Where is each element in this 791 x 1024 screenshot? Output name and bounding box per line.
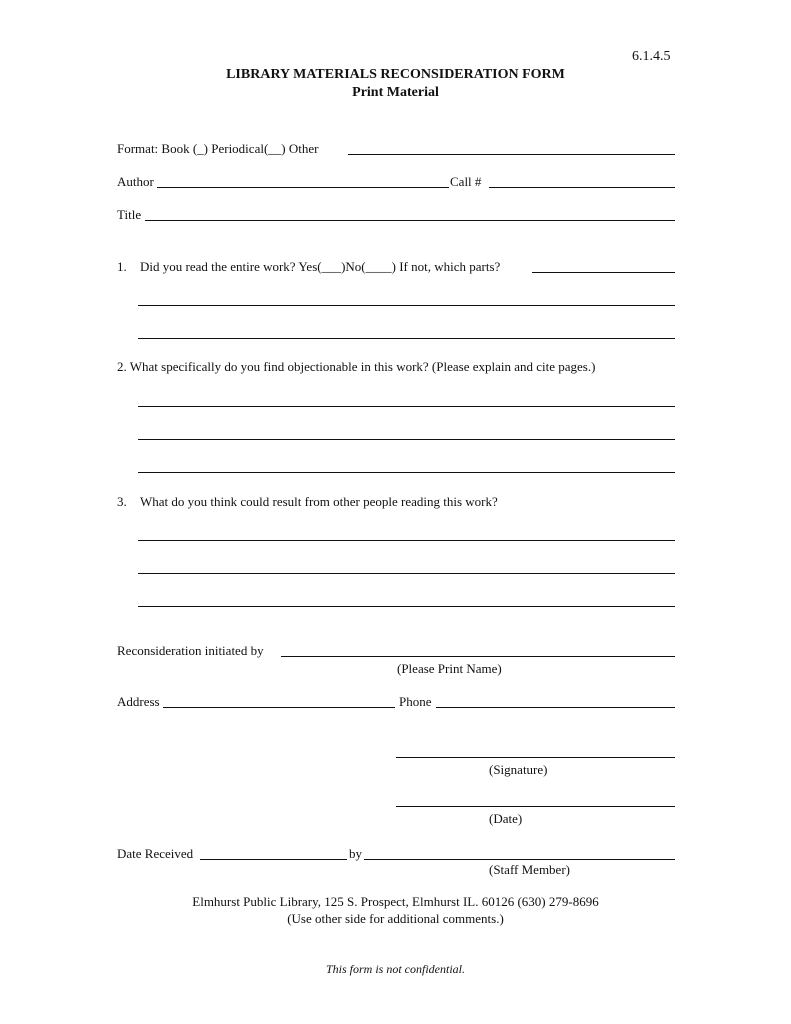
date-caption: (Date) — [489, 811, 523, 826]
signature-field[interactable] — [396, 757, 675, 758]
question-1-parts-field[interactable] — [532, 272, 675, 273]
signature-caption: (Signature) — [489, 762, 548, 777]
question-2-answer-line[interactable] — [138, 472, 675, 473]
question-3-answer-line[interactable] — [138, 540, 675, 541]
staff-member-caption: (Staff Member) — [489, 862, 570, 877]
requester-name-field[interactable] — [281, 656, 675, 657]
question-3-answer-line[interactable] — [138, 573, 675, 574]
title-label: Title — [117, 207, 142, 222]
question-2-text: 2. What specifically do you find objectionable in this work? (Please explain and cite pages.) — [117, 359, 596, 374]
question-1-text: Did you read the entire work? Yes(___)No(____) If not, which parts? — [140, 259, 501, 274]
staff-member-field[interactable] — [364, 859, 675, 860]
author-field[interactable] — [157, 187, 449, 188]
address-label: Address — [117, 694, 160, 709]
document-number: 6.1.4.5 — [632, 49, 671, 64]
date-received-label: Date Received — [117, 846, 194, 861]
phone-field[interactable] — [436, 707, 675, 708]
question-1-answer-line[interactable] — [138, 305, 675, 306]
by-label: by — [349, 846, 362, 861]
phone-label: Phone — [399, 694, 432, 709]
question-3-number: 3. — [117, 494, 127, 509]
title-field[interactable] — [145, 220, 675, 221]
question-3-answer-line[interactable] — [138, 606, 675, 607]
question-3-text: What do you think could result from other people reading this work? — [140, 494, 498, 509]
date-field[interactable] — [396, 806, 675, 807]
format-other-field[interactable] — [348, 154, 675, 155]
form-subtitle: Print Material — [352, 85, 439, 100]
confidentiality-note: This form is not confidential. — [325, 962, 465, 976]
address-field[interactable] — [163, 707, 395, 708]
date-received-field[interactable] — [200, 859, 347, 860]
format-label: Format: Book (_) Periodical(__) Other — [117, 141, 319, 156]
form-title: LIBRARY MATERIALS RECONSIDERATION FORM — [226, 67, 565, 82]
question-1-answer-line[interactable] — [138, 338, 675, 339]
author-label: Author — [117, 174, 154, 189]
additional-comments-note: (Use other side for additional comments.) — [287, 911, 504, 926]
call-number-label: Call # — [450, 174, 482, 189]
library-address: Elmhurst Public Library, 125 S. Prospect, Elmhurst IL. 60126 (630) 279-8696 — [192, 894, 599, 909]
question-1-number: 1. — [117, 259, 127, 274]
question-2-answer-line[interactable] — [138, 439, 675, 440]
question-2-answer-line[interactable] — [138, 406, 675, 407]
reconsideration-label: Reconsideration initiated by — [117, 643, 264, 658]
print-name-caption: (Please Print Name) — [397, 661, 502, 676]
call-number-field[interactable] — [489, 187, 675, 188]
